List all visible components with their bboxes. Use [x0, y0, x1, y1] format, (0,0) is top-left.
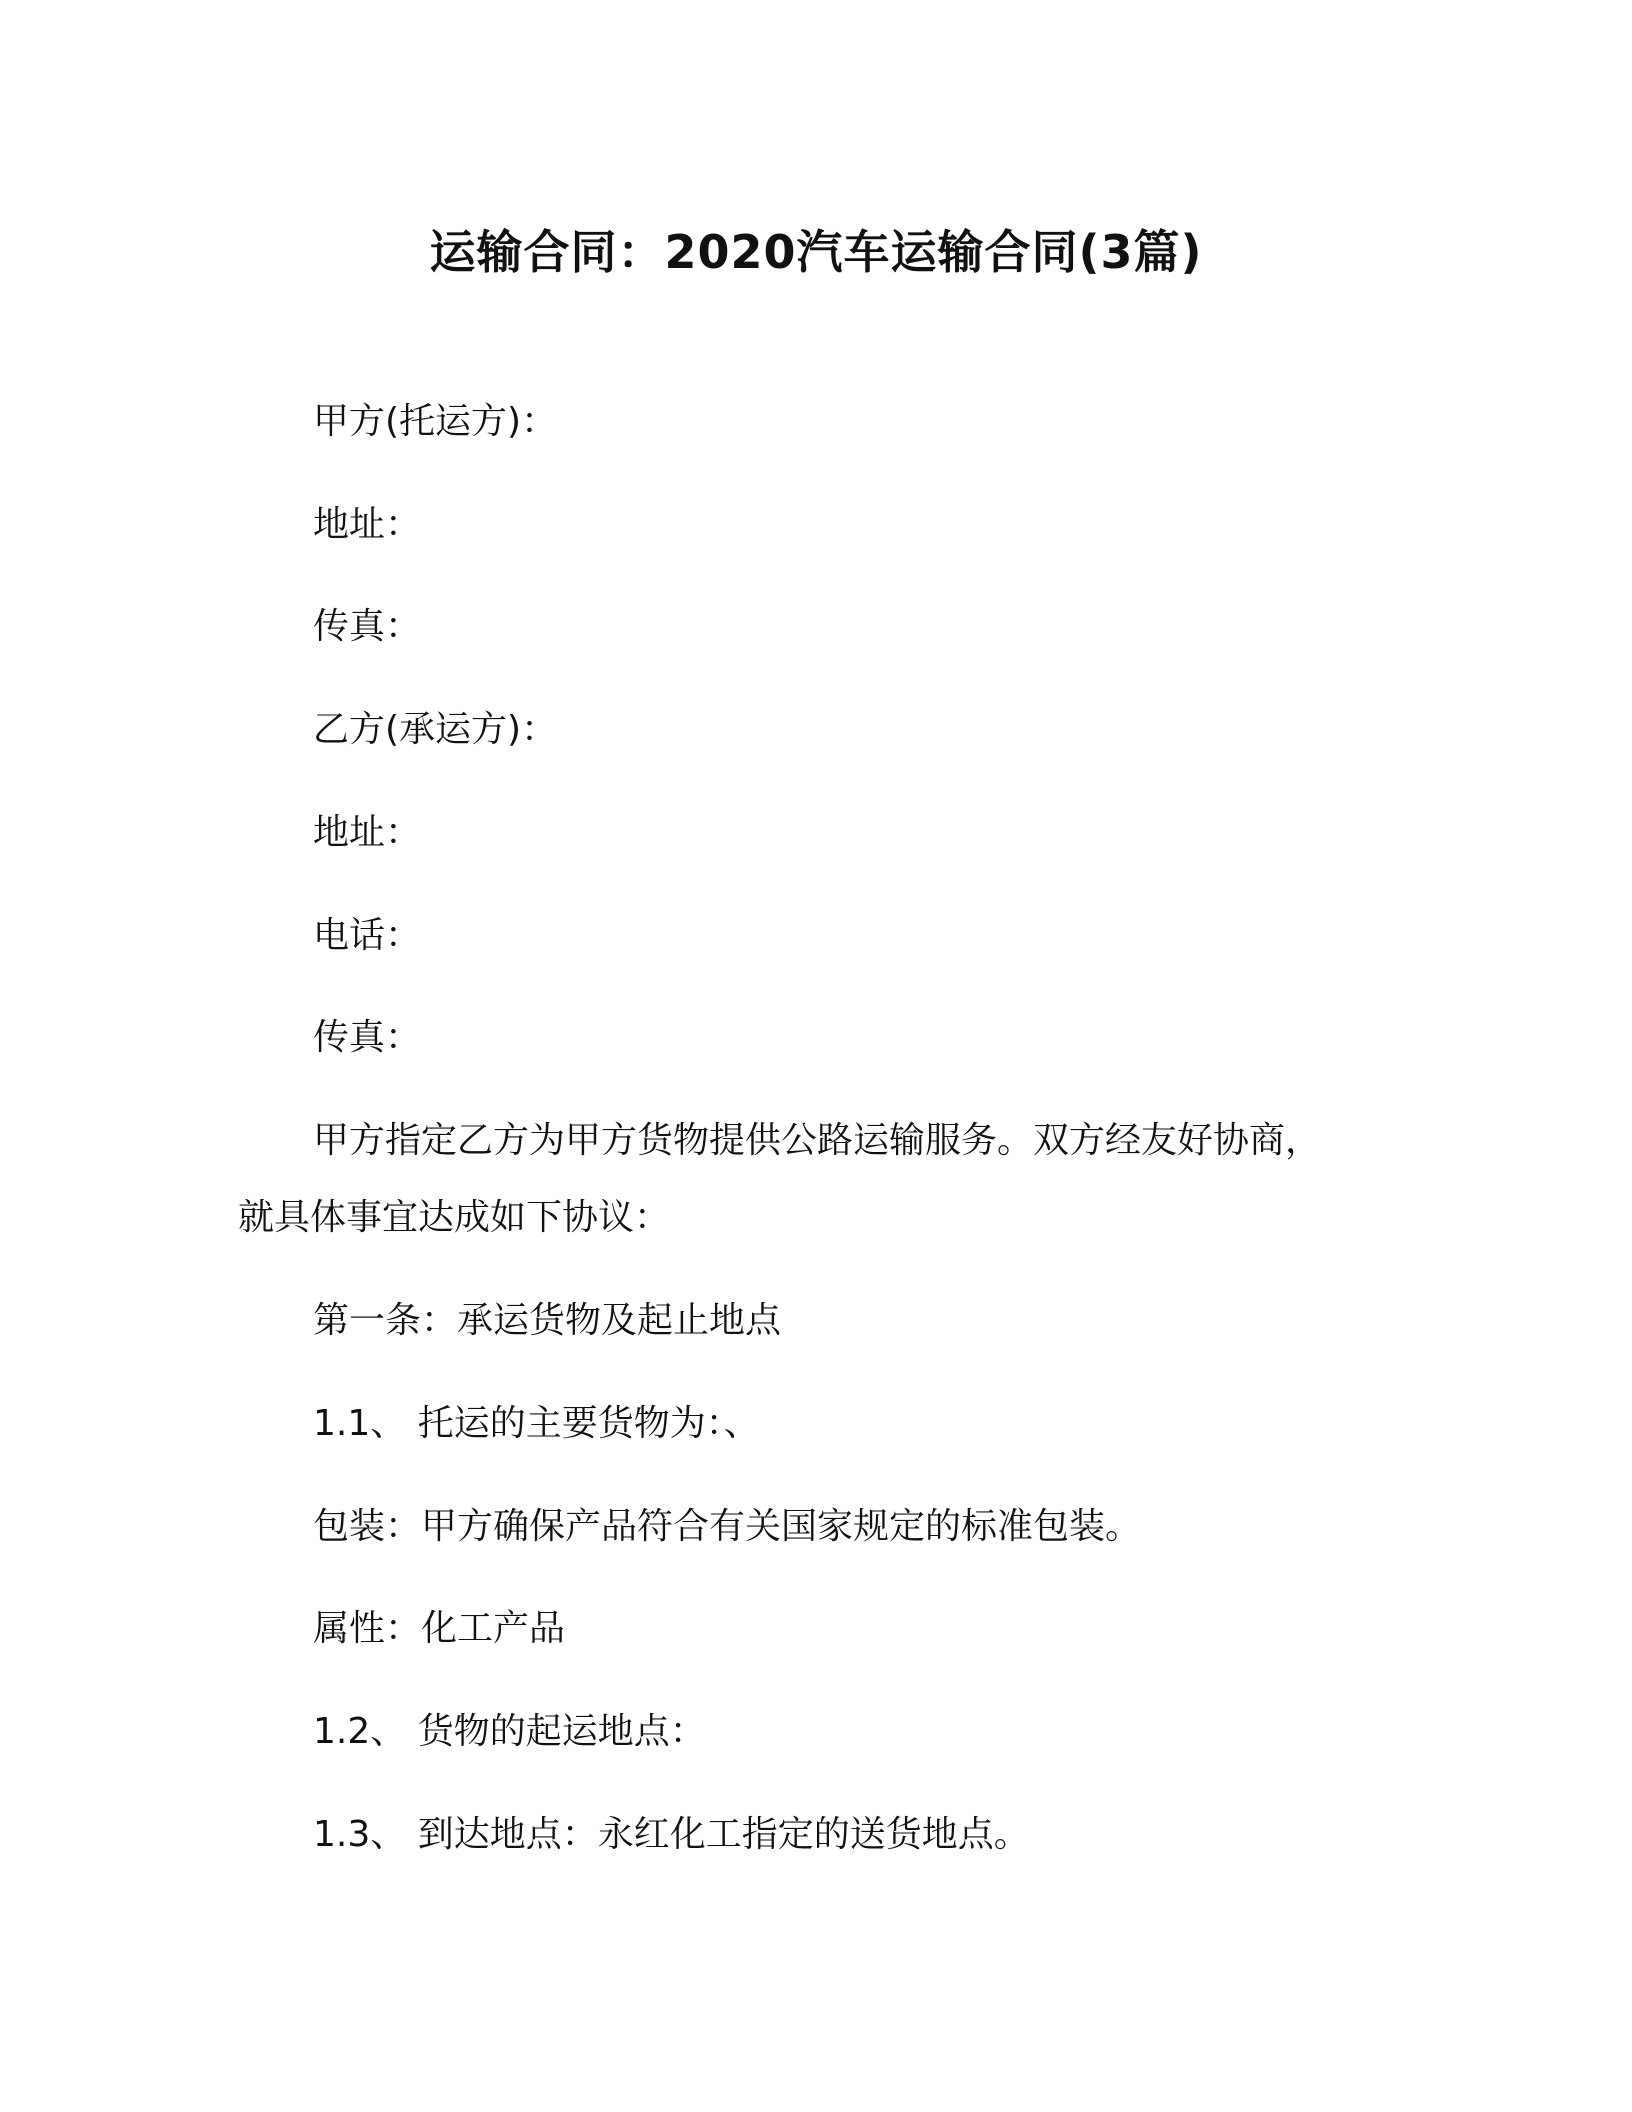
clause-1-3: 1.3、 到达地点：永红化工指定的送货地点。: [313, 1814, 1030, 1855]
party-b-address-label: 地址：: [313, 812, 422, 853]
party-b-label: 乙方(承运方)：: [313, 709, 558, 750]
property-clause: 属性：化工产品: [313, 1608, 566, 1649]
agreement-intro-line-2: 就具体事宜达成如下协议：: [238, 1197, 671, 1238]
document-title: 运输合同：2020汽车运输合同(3篇): [429, 225, 1203, 279]
party-b-phone-label: 电话：: [313, 915, 422, 956]
party-b-fax-label: 传真：: [313, 1017, 422, 1058]
party-a-address-label: 地址：: [313, 504, 422, 545]
packaging-clause: 包装：甲方确保产品符合有关国家规定的标准包装。: [313, 1506, 1142, 1547]
clause-1-2: 1.2、 货物的起运地点：: [313, 1711, 706, 1752]
party-a-label: 甲方(托运方)：: [313, 401, 558, 442]
party-a-fax-label: 传真：: [313, 606, 422, 647]
article-1-heading: 第一条：承运货物及起止地点: [313, 1300, 782, 1341]
clause-1-1: 1.1、 托运的主要货物为：、: [313, 1403, 760, 1444]
agreement-intro-line-1: 甲方指定乙方为甲方货物提供公路运输服务。双方经友好协商，: [313, 1120, 1322, 1161]
